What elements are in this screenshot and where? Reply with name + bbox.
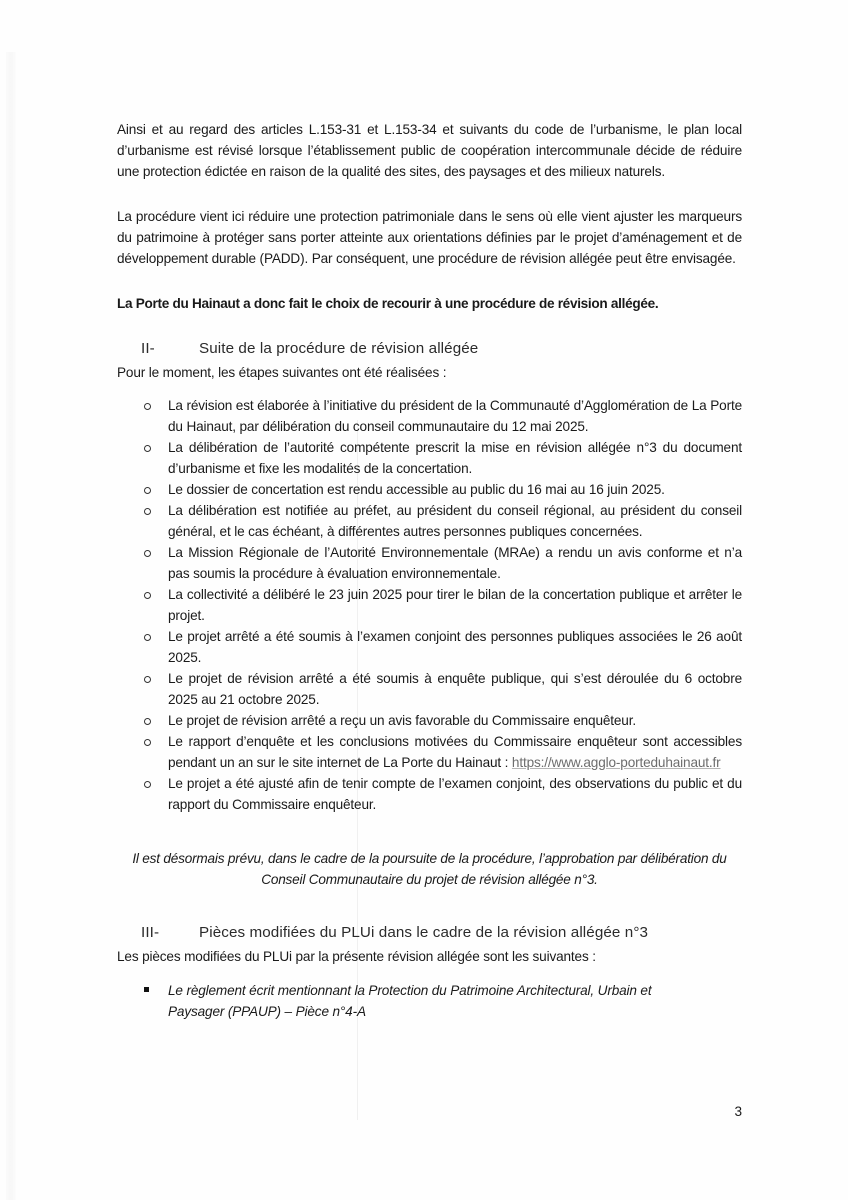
list-item-text: La collectivité a délibéré le 23 juin 2025 pour tirer le bilan de la concertation publique et arrêter le projet. <box>168 587 742 623</box>
list-item <box>117 584 742 626</box>
steps-intro: Pour le moment, les étapes suivantes ont été réalisées : <box>117 365 447 380</box>
list-item-text: Le projet a été ajusté afin de tenir compte de l’examen conjoint, des observations du public et du rapport du Commissaire enquêteur. <box>168 776 742 812</box>
paragraph-legal-basis: Ainsi et au regard des articles L.153-31 et L.153-34 et suivants du code de l’urbanisme, le plan local d’urbanisme est révisé lorsque l’établissement public de coopération intercommunale décide de réduire une protection édictée en raison de la qualité des sites, des paysages et des milieux naturels. <box>117 122 742 179</box>
hollow-circle-icon <box>144 781 151 788</box>
pieces-list <box>117 980 742 1022</box>
list-item <box>117 773 742 815</box>
paragraph-procedure-justification: La procédure vient ici réduire une protection patrimoniale dans le sens où elle vient ajuster les marqueurs du patrimoine à protéger sans porter atteinte aux orientations définies par le projet d’aménagement et de développement durable (PADD). Par conséquent, une procédure de révision allégée peut être envisagée. <box>117 209 742 266</box>
list-item-text: Le dossier de concertation est rendu accessible au public du 16 mai au 16 juin 2025. <box>168 482 665 497</box>
page-number: 3 <box>734 1104 742 1119</box>
hollow-circle-icon <box>144 445 151 452</box>
list-item-text: La délibération de l’autorité compétente prescrit la mise en révision allégée n°3 du document d’urbanisme et fixe les modalités de la concertation. <box>168 440 742 476</box>
pieces-intro: Les pièces modifiées du PLUi par la présente révision allégée sont les suivantes : <box>117 949 596 964</box>
list-item-text: Le règlement écrit mentionnant la Protection du Patrimoine Architectural, Urbain et Paysager (PPAUP) – Pièce n°4-A <box>168 983 652 1019</box>
list-item <box>117 542 742 584</box>
steps-list <box>117 395 742 815</box>
list-item <box>117 710 742 731</box>
hollow-circle-icon <box>144 634 151 641</box>
hollow-circle-icon <box>144 676 151 683</box>
section-title: Pièces modifiées du PLUi dans le cadre de la révision allégée n°3 <box>199 924 649 941</box>
page-content <box>117 119 742 1022</box>
section-heading-2 <box>117 336 742 361</box>
list-item <box>117 395 742 437</box>
hollow-circle-icon <box>144 403 151 410</box>
list-item-text: Le projet arrêté a été soumis à l’examen conjoint des personnes publiques associées le 26 août 2025. <box>168 629 742 665</box>
section-number: III- <box>141 924 160 941</box>
list-item <box>117 731 742 773</box>
hollow-circle-icon <box>144 718 151 725</box>
list-item <box>117 500 742 542</box>
scan-edge-shadow <box>6 52 16 1200</box>
list-item <box>117 980 742 1022</box>
section-number: II- <box>141 340 155 357</box>
list-item-text: Le rapport d’enquête et les conclusions motivées du Commissaire enquêteur sont accessibles pendant un an sur le site internet de La Porte du Hainaut : <box>168 734 742 770</box>
list-item <box>117 626 742 668</box>
list-item-text: La délibération est notifiée au préfet, au président du conseil régional, au président du conseil général, et le cas échéant, à différentes autres personnes publiques concernées. <box>168 503 742 539</box>
hollow-circle-icon <box>144 550 151 557</box>
website-link[interactable]: https://www.agglo-porteduhainaut.fr <box>511 755 721 770</box>
italic-note-approval: Il est désormais prévu, dans le cadre de la poursuite de la procédure, l’approbation par délibération du Conseil Communautaire du projet de révision allégée n°3. <box>132 851 727 887</box>
list-item <box>117 437 742 479</box>
hollow-circle-icon <box>144 592 151 599</box>
hollow-circle-icon <box>144 739 151 746</box>
list-item-text: La Mission Régionale de l’Autorité Environnementale (MRAe) a rendu un avis conforme et n’a pas soumis la procédure à évaluation environnementale. <box>168 545 742 581</box>
hollow-circle-icon <box>144 508 151 515</box>
list-item <box>117 479 742 500</box>
hollow-circle-icon <box>144 487 151 494</box>
list-item-text: Le projet de révision arrêté a été soumis à enquête publique, qui s’est déroulée du 6 octobre 2025 au 21 octobre 2025. <box>168 671 742 707</box>
paragraph-conclusion-bold: La Porte du Hainaut a donc fait le choix de recourir à une procédure de révision allégée. <box>117 296 659 311</box>
list-item-text: La révision est élaborée à l’initiative du président de la Communauté d’Agglomération de La Porte du Hainaut, par délibération du conseil communautaire du 12 mai 2025. <box>168 398 742 434</box>
section-title: Suite de la procédure de révision allégée <box>199 340 479 357</box>
filled-square-icon <box>144 987 149 992</box>
section-heading-3 <box>117 920 742 945</box>
list-item <box>117 668 742 710</box>
list-item-text: Le projet de révision arrêté a reçu un avis favorable du Commissaire enquêteur. <box>168 713 636 728</box>
